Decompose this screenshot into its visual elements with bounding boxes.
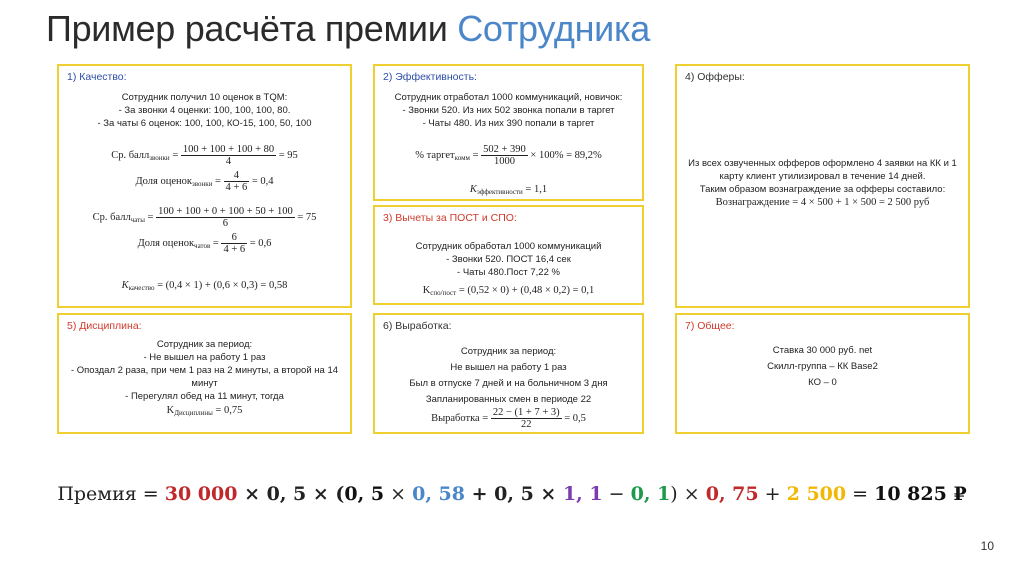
quality-formula-chats-share: Доля оценок$_{чатов}$ = $\frac{6}{4 + 6}$ = 0,6 [137, 232, 272, 255]
offers-line-2: карту клиент утилизировал в течение 14 дней. [719, 171, 926, 182]
deductions-line-2: - Звонки 520. ПОСТ 16,4 сек [446, 254, 571, 265]
deductions-line-1: Сотрудник обработал 1000 коммуникаций [415, 241, 602, 252]
deductions-formula-coefficient: $K_{спо/пост} = (0,52 \times 0) + (0,48 \times 0,2) = 0,1$ [422, 285, 595, 297]
summary-line-2: Скилл-группа – КК Base2 [767, 361, 878, 372]
efficiency-formula-coefficient: $K_{эффективности} = 1,1$ [469, 184, 548, 196]
quality-heading: 1) Качество: [67, 71, 127, 83]
quality-line-2: - За звонки 4 оценки: 100, 100, 100, 80. [118, 105, 291, 116]
offers-line-1: Из всех озвученных офферов оформлено 4 заявки на КК и 1 [688, 158, 957, 169]
formula-part: + [758, 483, 787, 505]
output-formula: Выработка = $\frac{22 - (1 + 7 + 3)}{22}$ = 0,5 [431, 407, 586, 430]
formula-quality-value: 0, 58 [412, 483, 465, 505]
efficiency-line-3: - Чаты 480. Из них 390 попали в таргет [422, 118, 595, 129]
title-accent: Сотрудника [457, 8, 650, 49]
summary-line-1: Ставка 30 000 руб. net [772, 345, 873, 356]
title-main: Пример расчёта премии [46, 8, 458, 49]
offers-heading: 4) Офферы: [685, 71, 745, 83]
quality-line-3: - За чаты 6 оценок: 100, 100, КО-15, 100, 50, 100 [97, 118, 312, 129]
output-line-4: Запланированных смен в периоде 22 [425, 394, 592, 405]
efficiency-formula-target: % таргет$_{комм}$ = $\frac{502 + 390}{1000}$ × 100% = 89,2% [415, 144, 602, 167]
efficiency-box [373, 64, 644, 201]
formula-discipline-value: 0, 75 [705, 483, 759, 505]
formula-efficiency-value: 1, 1 [562, 483, 603, 505]
offers-box [675, 64, 970, 308]
output-box [373, 313, 644, 434]
formula-part: Премия = [57, 483, 165, 505]
output-line-2: Не вышел на работу 1 раз [450, 362, 567, 373]
deductions-line-3: - Чаты 480.Пост 7,22 % [457, 267, 560, 278]
discipline-formula-coefficient: $K_{Дисциплины} = 0,75$ [166, 405, 243, 417]
output-line-3: Был в отпуске 7 дней и на больничном 3 дня [409, 378, 608, 389]
discipline-line-1: Сотрудник за период: [156, 339, 253, 350]
discipline-line-2: - Не вышел на работу 1 раз [143, 352, 266, 363]
formula-part: ) × [670, 483, 706, 505]
quality-line-1: Сотрудник получил 10 оценок в TQM: [121, 92, 288, 103]
formula-part: × [384, 483, 413, 505]
formula-base-rate: 30 000 [164, 483, 238, 505]
efficiency-heading: 2) Эффективность: [383, 71, 477, 83]
summary-box [675, 313, 970, 434]
formula-total: 10 825 ₽ [874, 483, 967, 505]
deductions-box [373, 205, 644, 305]
formula-part: × 0, 5 × ( [237, 483, 345, 505]
formula-deduction-value: 0, 1 [630, 483, 671, 505]
page-title [46, 8, 650, 50]
output-heading: 6) Выработка: [383, 320, 452, 332]
efficiency-line-2: - Звонки 520. Из них 502 звонка попали в таргет [402, 105, 615, 116]
offers-line-3: Таким образом вознаграждение за офферы составило: [699, 184, 946, 195]
formula-offers-value: 2 500 [786, 483, 847, 505]
discipline-box [57, 313, 352, 434]
offers-formula-reward: Вознаграждение = 4 × 500 + 1 × 500 = 2 500 руб [715, 197, 930, 208]
discipline-line-5: - Перегулял обед на 11 минут, тогда [125, 391, 284, 402]
efficiency-line-1: Сотрудник отработал 1000 коммуникаций, новичок: [394, 92, 623, 103]
summary-heading: 7) Общее: [685, 320, 735, 332]
output-line-1: Сотрудник за период: [460, 346, 557, 357]
quality-formula-calls-share: Доля оценок$_{звонки}$ = $\frac{4}{4 + 6}$ = 0,4 [135, 170, 274, 193]
bonus-formula [0, 483, 1024, 505]
formula-part: + 0, 5 × [464, 483, 563, 505]
summary-line-3: КО – 0 [808, 377, 837, 388]
page-number: 10 [980, 539, 994, 553]
quality-box [57, 64, 352, 308]
quality-formula-coefficient: $K_{качество} = (0,4 \times 1) + (0,6 \times 0,3) = 0,58$ [121, 280, 288, 292]
discipline-line-4: минут [191, 378, 218, 389]
discipline-line-3: - Опоздал 2 раза, при чем 1 раз на 2 минуты, а второй на 14 [70, 365, 339, 376]
formula-part: = [846, 483, 875, 505]
quality-formula-chats-score: Ср. балл$_{чаты}$ = $\frac{100 + 100 + 0 + 100 + 50 + 100}{6}$ = 75 [92, 206, 317, 229]
quality-formula-calls-score: Ср. балл$_{звонки}$ = $\frac{100 + 100 + 100 + 80}{4}$ = 95 [111, 144, 298, 167]
discipline-heading: 5) Дисциплина: [67, 320, 142, 332]
formula-quality-weight: 0, 5 [344, 483, 385, 505]
deductions-heading: 3) Вычеты за ПОСТ и СПО: [383, 212, 517, 224]
formula-part: − [602, 483, 631, 505]
